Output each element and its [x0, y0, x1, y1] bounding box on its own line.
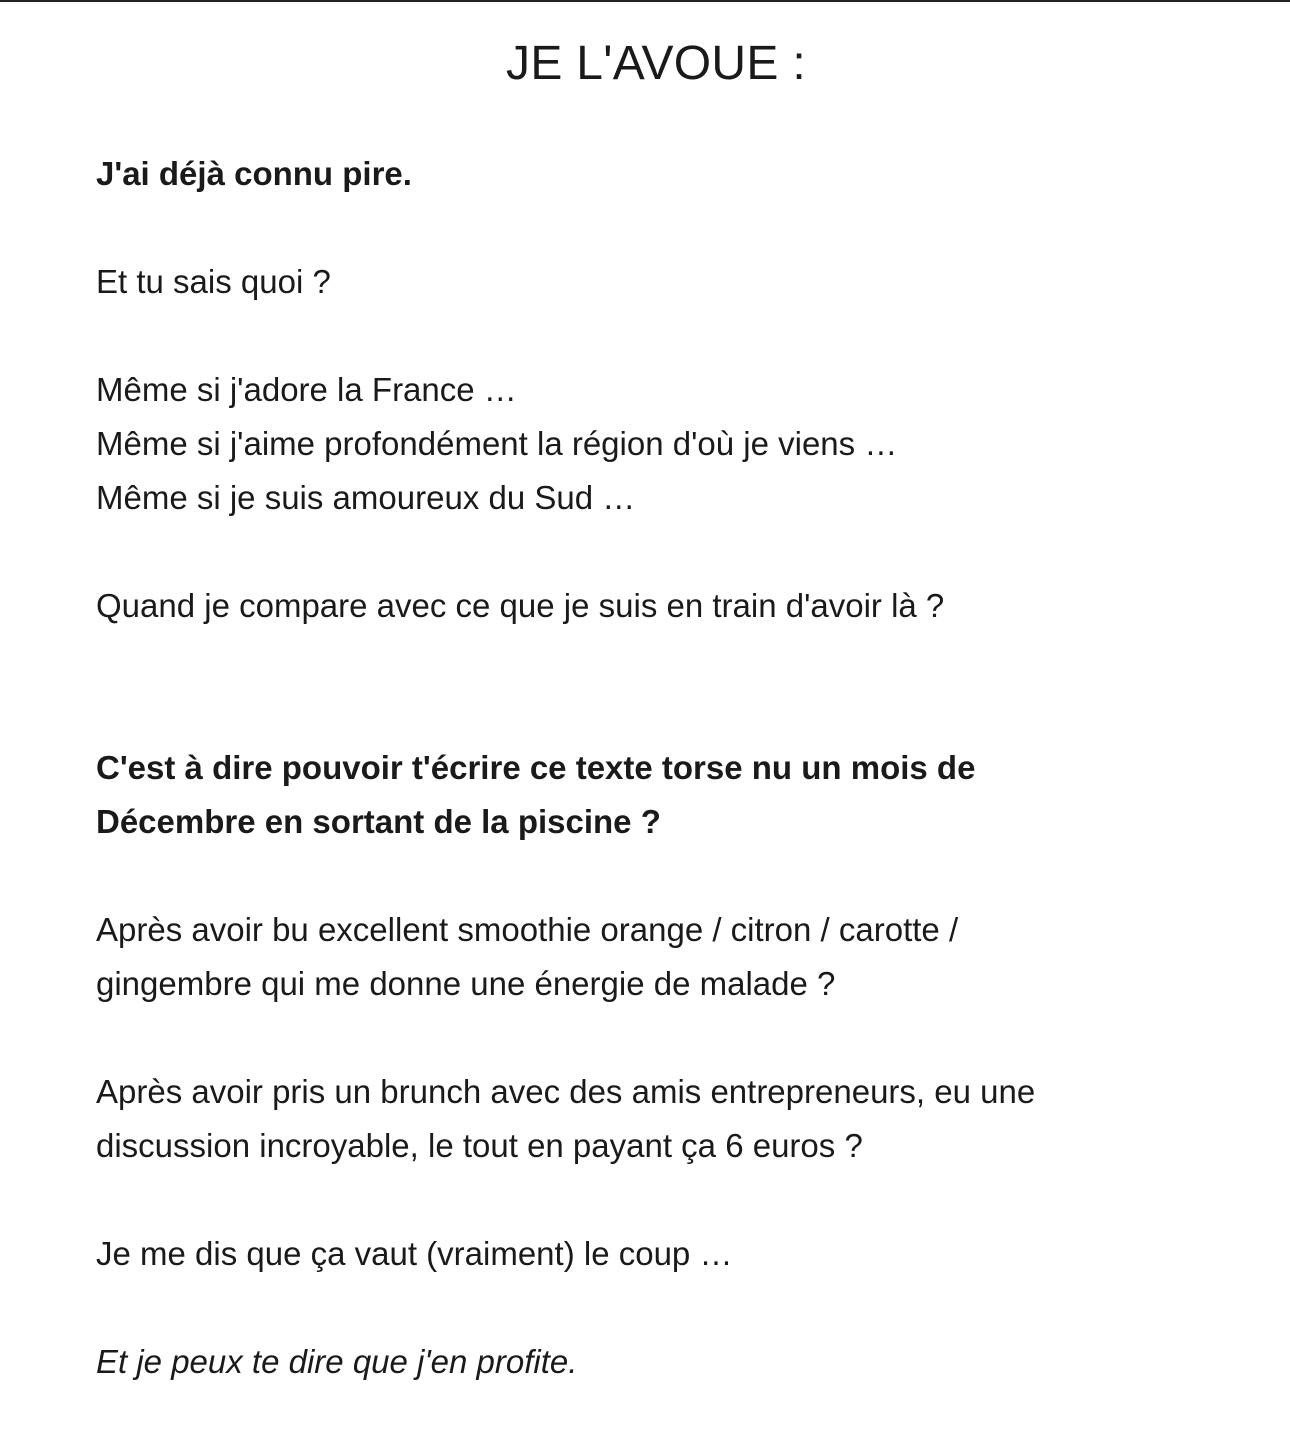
- paragraph-pool-line-1: C'est à dire pouvoir t'écrire ce texte torse nu un mois de: [96, 749, 976, 786]
- paragraph-france-line-1: Même si j'adore la France …: [96, 371, 517, 408]
- paragraph-compare: Quand je compare avec ce que je suis en train d'avoir là ?: [96, 587, 945, 624]
- article-body: [96, 147, 1176, 1389]
- paragraph-france-line-2: Même si j'aime profondément la région d'où je viens …: [96, 425, 898, 462]
- paragraph-smoothie-line-1: Après avoir bu excellent smoothie orange / citron / carotte /: [96, 911, 959, 948]
- paragraph-brunch-line-2: discussion incroyable, le tout en payant ça 6 euros ?: [96, 1127, 863, 1164]
- paragraph-smoothie-line-2: gingembre qui me donne une énergie de malade ?: [96, 965, 836, 1002]
- paragraph-france-line-3: Même si je suis amoureux du Sud …: [96, 479, 636, 516]
- top-divider: [0, 0, 1290, 2]
- paragraph-worth-it: Je me dis que ça vaut (vraiment) le coup …: [96, 1235, 733, 1272]
- paragraph-brunch-line-1: Après avoir pris un brunch avec des amis entrepreneurs, eu une: [96, 1073, 1036, 1110]
- paragraph-pool-line-2: Décembre en sortant de la piscine ?: [96, 803, 661, 840]
- paragraph-question: Et tu sais quoi ?: [96, 263, 331, 300]
- paragraph-conclusion: Et je peux te dire que j'en profite.: [96, 1343, 578, 1380]
- page-title: JE L'AVOUE :: [506, 37, 806, 90]
- paragraph-intro: J'ai déjà connu pire.: [96, 155, 412, 192]
